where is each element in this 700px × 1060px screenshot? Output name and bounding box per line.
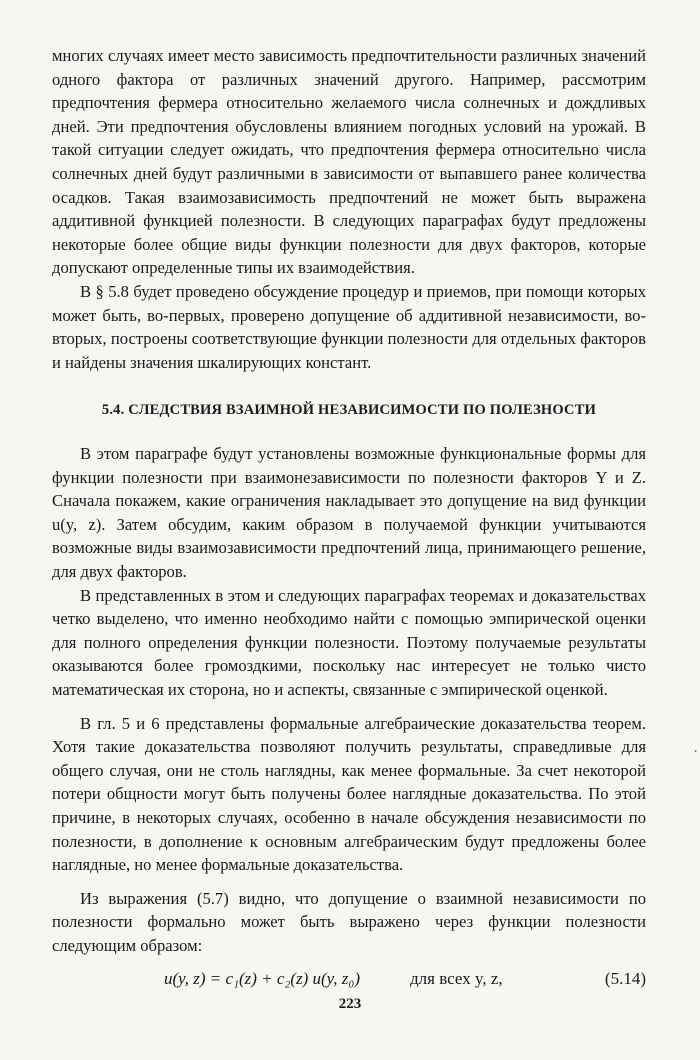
margin-mark: ·: [693, 745, 698, 760]
paragraph: Из выражения (5.7) видно, что допущение о взаимной независимости по полезности формально может быть выражено через функции полезности следующим образом:: [52, 888, 646, 955]
paragraph: В представленных в этом и следующих параграфах теоремах и доказательствах четко выделено, что именно необходимо найти с помощью эмпирической оценки для полного определения функции полезности. Поэтому получаемые результаты оказываются более громоздкими, поскольку нас интересует не только чисто математическая их сторона, но и аспекты, связанные с эмпирической оценкой.: [52, 585, 646, 699]
paragraph-continued: многих случаях имеет место зависимость предпочтительности различных значений одного фактора от различных значений другого. Например, рассмотрим предпочтения фермера относительно желаемого числа солнечных и дождливых дней. Эти предпочтения обусловлены влиянием погодных условий на урожай. В такой ситуации следует ожидать, что предпочтения фермера относительно числа солнечных дней будут различными в зависимости от выпавшего ранее количества осадков. Такая взаимозависимость предпочтений не может быть выражена аддитивной функцией полезности. В следующих параграфах будут предложены некоторые более общие виды функции полезности для двух факторов, которые допускают определенные типы их взаимодействия.: [52, 46, 646, 278]
equation: u(y, z) = c₁(z) + c₂(z) u(y, z₀): [164, 969, 360, 988]
page-number: 223: [338, 996, 362, 1012]
paragraph: В этом параграфе будут установлены возможные функциональные формы для функции полезности при взаимонезависимости по полезности факторов Y и Z. Сначала покажем, какие ограничения накладывает это допущение на вид функции u(y, z). Затем обсудим, каким образом в получаемой функции учитываются возможные виды взаимозависимости предпочтений лица, принимающего решение, для двух факторов.: [52, 444, 646, 581]
section-heading: 5.4. СЛЕДСТВИЯ ВЗАИМНОЙ НЕЗАВИСИМОСТИ ПО ПОЛЕЗНОСТИ: [101, 402, 597, 418]
equation-number: (5.14): [604, 969, 646, 988]
equation-row: [52, 967, 646, 991]
text-block-main: [52, 442, 646, 957]
paragraph: В § 5.8 будет проведено обсуждение процедур и приемов, при помощи которых может быть, во-первых, проверено допущение об аддитивной независимости, во-вторых, построены соответствующие функции полезности для отдельных факторов и найдены значения шкалирующих констант.: [52, 281, 646, 372]
equation-condition: для всех y, z,: [410, 969, 503, 988]
paragraph: В гл. 5 и 6 представлены формальные алгебраические доказательства теорем. Хотя такие доказательства позволяют получить результаты, справедливые для общего случая, они не столь наглядны, как менее формальные. За счет некоторой потери общности могут быть получены более наглядные доказательства. По этой причине, в некоторых случаях, особенно в начале обсуждения независимости по полезности, в дополнение к основным алгебраическим будут предложены более наглядные, но менее формальные доказательства.: [52, 713, 646, 875]
text-block-top: [52, 44, 646, 374]
